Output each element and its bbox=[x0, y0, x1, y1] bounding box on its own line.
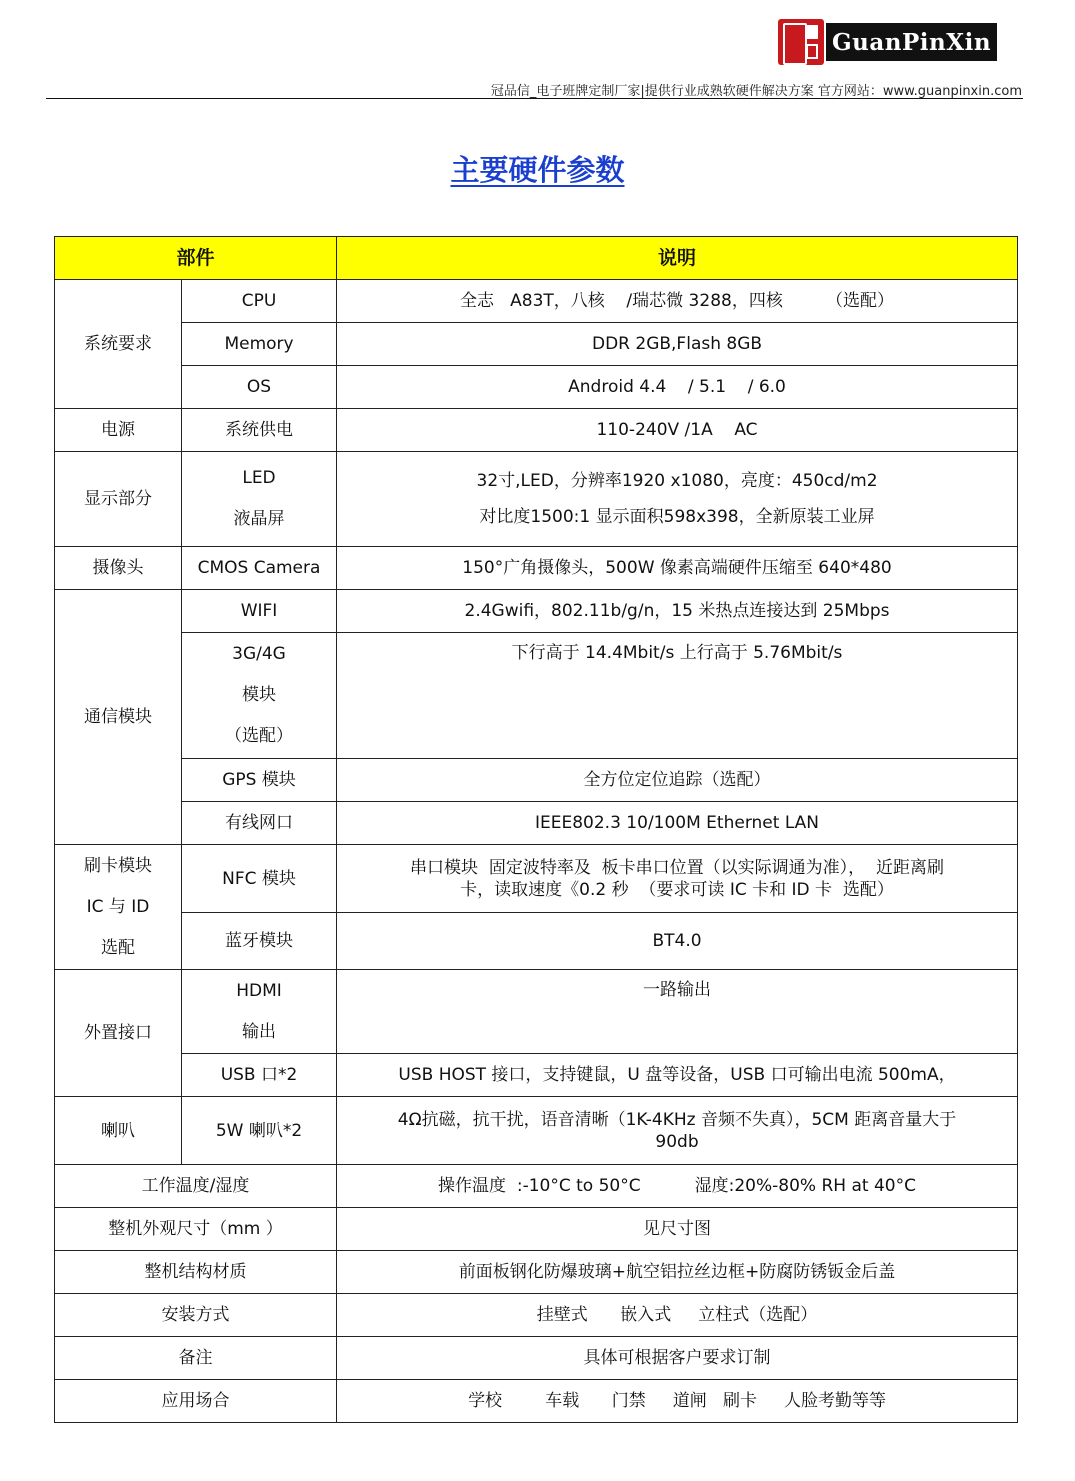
table-row bbox=[55, 759, 1018, 802]
item-name-line: 模块 bbox=[242, 685, 276, 705]
item-name-line: 3G/4G bbox=[232, 644, 286, 664]
table-row bbox=[55, 802, 1018, 845]
item-desc: 学校 车载 门禁 道闸 刷卡 人脸考勤等等 bbox=[337, 1380, 1018, 1423]
item-desc: 前面板钢化防爆玻璃+航空铝拉丝边框+防腐防锈钣金后盖 bbox=[337, 1251, 1018, 1294]
table-header-row bbox=[55, 237, 1018, 280]
item-name-line: LED bbox=[242, 468, 276, 488]
item-name: NFC 模块 bbox=[182, 845, 337, 913]
item-desc: 见尺寸图 bbox=[337, 1208, 1018, 1251]
row-label: 安装方式 bbox=[55, 1294, 337, 1337]
item-desc: 2.4Gwifi，802.11b/g/n，15 米热点连接达到 25Mbps bbox=[337, 590, 1018, 633]
table-row bbox=[55, 1337, 1018, 1380]
item-name: Memory bbox=[182, 323, 337, 366]
item-desc: 挂壁式 嵌入式 立柱式（选配） bbox=[337, 1294, 1018, 1337]
item-desc: IEEE802.3 10/100M Ethernet LAN bbox=[337, 802, 1018, 845]
item-desc: 全志 A83T，八核 /瑞芯微 3288，四核 （选配） bbox=[337, 280, 1018, 323]
header-tagline: 冠品信_电子班牌定制厂家|提供行业成熟软硬件解决方案 官方网站：www.guanpinxin.com bbox=[490, 84, 1022, 99]
logo-wordmark: GuanPinXin bbox=[826, 23, 997, 61]
item-desc: Android 4.4 / 5.1 / 6.0 bbox=[337, 366, 1018, 409]
item-desc-line: 对比度1500:1 显示面积598x398，全新原装工业屏 bbox=[479, 507, 875, 527]
table-row bbox=[55, 633, 1018, 759]
item-desc: 110-240V /1A AC bbox=[337, 409, 1018, 452]
table-row bbox=[55, 1097, 1018, 1165]
table-row bbox=[55, 323, 1018, 366]
item-desc: 操作温度 :-10°C to 50°C 湿度:20%-80% RH at 40°C bbox=[337, 1165, 1018, 1208]
group-speaker: 喇叭 bbox=[55, 1097, 182, 1165]
item-desc bbox=[337, 1097, 1018, 1165]
item-name bbox=[182, 970, 337, 1054]
table-row bbox=[55, 1208, 1018, 1251]
item-desc: 一路输出 bbox=[337, 970, 1018, 1054]
group-card bbox=[55, 845, 182, 970]
item-name-line: （选配） bbox=[225, 726, 293, 746]
item-name: OS bbox=[182, 366, 337, 409]
page-title: 主要硬件参数 bbox=[450, 153, 625, 187]
table-row bbox=[55, 547, 1018, 590]
item-name-line: HDMI bbox=[236, 980, 282, 1001]
group-line: 刷卡模块 bbox=[84, 855, 152, 876]
item-desc-line: 90db bbox=[655, 1131, 699, 1152]
header-desc: 说明 bbox=[337, 237, 1018, 280]
header-divider bbox=[46, 98, 1023, 99]
item-desc: 具体可根据客户要求订制 bbox=[337, 1337, 1018, 1380]
group-communication: 通信模块 bbox=[55, 590, 182, 845]
item-name: 有线网口 bbox=[182, 802, 337, 845]
item-name: USB 口*2 bbox=[182, 1054, 337, 1097]
group-ports: 外置接口 bbox=[55, 970, 182, 1097]
table-row bbox=[55, 452, 1018, 547]
table-row bbox=[55, 1251, 1018, 1294]
row-label: 应用场合 bbox=[55, 1380, 337, 1423]
item-desc: 下行高于 14.4Mbit/s 上行高于 5.76Mbit/s bbox=[337, 633, 1018, 759]
row-label: 整机外观尺寸（mm ） bbox=[55, 1208, 337, 1251]
item-desc-line: 32寸,LED，分辨率1920 x1080，亮度：450cd/m2 bbox=[476, 471, 878, 491]
table-row bbox=[55, 590, 1018, 633]
row-label: 整机结构材质 bbox=[55, 1251, 337, 1294]
table-row bbox=[55, 1054, 1018, 1097]
item-name: 5W 喇叭*2 bbox=[182, 1097, 337, 1165]
item-desc: 150°广角摄像头，500W 像素高端硬件压缩至 640*480 bbox=[337, 547, 1018, 590]
table-row bbox=[55, 913, 1018, 970]
group-power: 电源 bbox=[55, 409, 182, 452]
header-part: 部件 bbox=[55, 237, 337, 280]
item-name: CPU bbox=[182, 280, 337, 323]
table-row bbox=[55, 366, 1018, 409]
hardware-spec-table bbox=[54, 236, 1018, 1423]
item-name bbox=[182, 452, 337, 547]
item-name-line: 输出 bbox=[242, 1021, 276, 1042]
item-name-line: 液晶屏 bbox=[233, 509, 285, 529]
item-desc-line: 卡，读取速度《0.2 秒 （要求可读 IC 卡和 ID 卡 选配） bbox=[460, 879, 894, 900]
brand-logo bbox=[778, 19, 1022, 65]
item-name bbox=[182, 633, 337, 759]
group-line: IC 与 ID bbox=[86, 896, 150, 917]
item-name: 系统供电 bbox=[182, 409, 337, 452]
logo-seal-icon bbox=[778, 19, 824, 65]
item-desc bbox=[337, 452, 1018, 547]
item-name: WIFI bbox=[182, 590, 337, 633]
group-system: 系统要求 bbox=[55, 280, 182, 409]
item-name: GPS 模块 bbox=[182, 759, 337, 802]
table-row bbox=[55, 409, 1018, 452]
row-label: 工作温度/湿度 bbox=[55, 1165, 337, 1208]
table-row bbox=[55, 1165, 1018, 1208]
item-desc-line: 串口模块 固定波特率及 板卡串口位置（以实际调通为准）， 近距离刷 bbox=[410, 857, 944, 878]
item-desc: BT4.0 bbox=[337, 913, 1018, 970]
item-desc: USB HOST 接口，支持键鼠，U 盘等设备，USB 口可输出电流 500mA， bbox=[337, 1054, 1018, 1097]
group-camera: 摄像头 bbox=[55, 547, 182, 590]
table-row bbox=[55, 280, 1018, 323]
table-row bbox=[55, 970, 1018, 1054]
item-desc bbox=[337, 845, 1018, 913]
table-row bbox=[55, 1294, 1018, 1337]
item-desc: DDR 2GB,Flash 8GB bbox=[337, 323, 1018, 366]
item-desc: 全方位定位追踪（选配） bbox=[337, 759, 1018, 802]
table-row bbox=[55, 1380, 1018, 1423]
item-name: 蓝牙模块 bbox=[182, 913, 337, 970]
row-label: 备注 bbox=[55, 1337, 337, 1380]
group-line: 选配 bbox=[101, 937, 135, 958]
item-name: CMOS Camera bbox=[182, 547, 337, 590]
table-row bbox=[55, 845, 1018, 913]
item-desc-line: 4Ω抗磁，抗干扰，语音清晰（1K-4KHz 音频不失真），5CM 距离音量大于 bbox=[397, 1109, 957, 1130]
group-display: 显示部分 bbox=[55, 452, 182, 547]
